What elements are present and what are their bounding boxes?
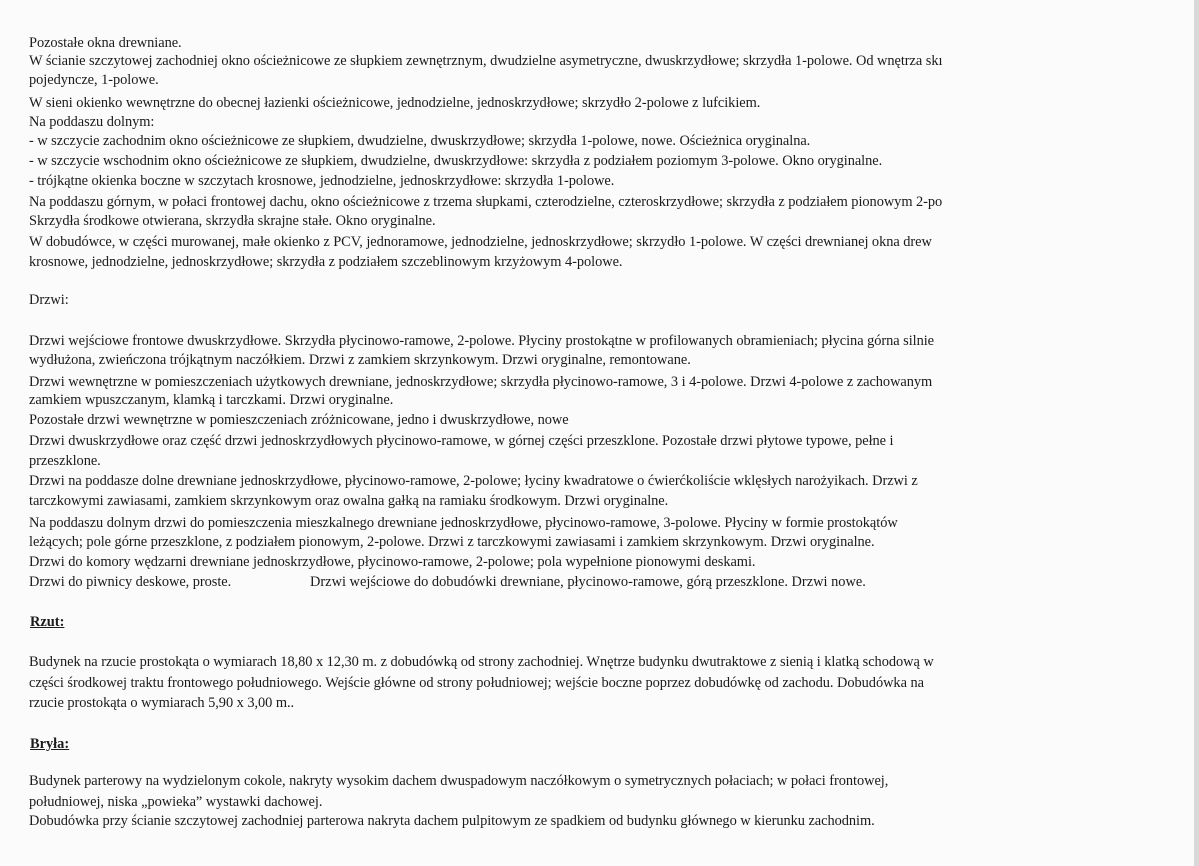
section-heading-rzut: Rzut: [30, 614, 65, 630]
text-line: Na poddaszu dolnym drzwi do pomieszczenia mieszkalnego drewniane jednoskrzydłowe, płycinowo-ramowe, 3-polowe. Płyciny w formie prostokątów [29, 515, 898, 531]
text-line: - trójkątne okienka boczne w szczytach krosnowe, jednodzielne, jednoskrzydłowe: skrzydła 1-polowe. [29, 173, 615, 189]
text-line: Budynek parterowy na wydzielonym cokole, nakryty wysokim dachem dwuspadowym naczółkowym o symetrycznych połaciach; w połaci frontowej, [29, 773, 889, 789]
text-line: Skrzydła środkowe otwierana, skrzydła skrajne stałe. Okno oryginalne. [29, 213, 436, 229]
text-line: W ścianie szczytowej zachodniej okno ościeżnicowe ze słupkiem zewnętrznym, dwudzielne asymetryczne, dwuskrzydłowe; skrzydła 1-polowe. Od wnętrza skı [29, 53, 943, 69]
text-line: tarczkowymi zawiasami, zamkiem skrzynkowym oraz owalna gałką na ramiaku środkowym. Drzwi oryginalne. [29, 493, 669, 509]
text-line: Pozostałe drzwi wewnętrzne w pomieszczeniach zróżnicowane, jedno i dwuskrzydłowe, nowe [29, 412, 569, 428]
text-line: W sieni okienko wewnętrzne do obecnej łazienki ościeżnicowe, jednodzielne, jednoskrzydłowe; skrzydło 2-polowe z lufcikiem. [29, 95, 761, 111]
text-line: zamkiem wpuszczanym, klamką i tarczkami. Drzwi oryginalne. [29, 392, 394, 408]
text-line: Drzwi na poddasze dolne drewniane jednoskrzydłowe, płycinowo-ramowe, 2-polowe; łyciny kwadratowe o ćwierćkoliście wklęsłych narożyikach. Drzwi z [29, 473, 918, 489]
text-line: wydłużona, zwieńczona trójkątnym naczółkiem. Drzwi z zamkiem skrzynkowym. Drzwi oryginalne, remontowane. [29, 352, 691, 368]
text-line: Drzwi wejściowe do dobudówki drewniane, płycinowo-ramowe, górą przeszklone. Drzwi nowe. [310, 574, 866, 590]
text-line: Na poddaszu dolnym: [29, 114, 155, 130]
text-line: Budynek na rzucie prostokąta o wymiarach 18,80 x 12,30 m. z dobudówką od strony zachodniej. Wnętrze budynku dwutraktowe z sienią i klatką schodową w [29, 654, 934, 670]
scan-edge [1194, 0, 1199, 866]
text-line: części środkowej traktu frontowego południowego. Wejście główne od strony południowej; wejście boczne poprzez dobudówkę od zachodu. Dobudówka na [29, 675, 924, 691]
text-line: Drzwi wejściowe frontowe dwuskrzydłowe. Skrzydła płycinowo-ramowe, 2-polowe. Płyciny prostokątne w profilowanych obramieniach; płycina górna silnie [29, 333, 935, 349]
text-line: Dobudówka przy ścianie szczytowej zachodniej parterowa nakryta dachem pulpitowym ze spadkiem od budynku głównego w kierunku zachodnim. [29, 813, 875, 829]
section-label-doors: Drzwi: [29, 292, 69, 308]
section-heading-bryla: Bryła: [30, 736, 70, 752]
text-line: leżących; pole górne przeszklone, z podziałem pionowym, 2-polowe. Drzwi z tarczkowymi zawiasami i zamkiem skrzynkowym. Drzwi oryginalne. [29, 534, 875, 550]
text-line: Na poddaszu górnym, w połaci frontowej dachu, okno ościeżnicowe z trzema słupkami, czterodzielne, czteroskrzydłowe; skrzydła z podziałem pionowym 2-po [29, 194, 943, 210]
text-line: rzucie prostokąta o wymiarach 5,90 x 3,00 m.. [29, 695, 295, 711]
text-line: Drzwi dwuskrzydłowe oraz część drzwi jednoskrzydłowych płycinowo-ramowe, w górnej części przeszklone. Pozostałe drzwi płytowe typowe, pełne i [29, 433, 894, 449]
text-line: Pozostałe okna drewniane. [29, 35, 182, 51]
text-line: Drzwi wewnętrzne w pomieszczeniach użytkowych drewniane, jednoskrzydłowe; skrzydła płycinowo-ramowe, 3 i 4-polowe. Drzwi 4-polowe z zachowanym [29, 374, 933, 390]
text-line: - w szczycie wschodnim okno ościeżnicowe ze słupkiem, dwudzielne, dwuskrzydłowe: skrzydła z podziałem poziomym 3-polowe. Okno oryginalne. [29, 153, 883, 169]
text-line: W dobudówce, w części murowanej, małe okienko z PCV, jednoramowe, jednodzielne, jednoskrzydłowe; skrzydło 1-polowe. W części drewnianej okna drew [29, 234, 932, 250]
text-line: południowej, niska „powieka” wystawki dachowej. [29, 794, 323, 810]
text-line: przeszklone. [29, 453, 101, 469]
text-line: krosnowe, jednodzielne, jednoskrzydłowe; skrzydła z podziałem szczeblinowym krzyżowym 4-polowe. [29, 254, 623, 270]
text-line: - w szczycie zachodnim okno ościeżnicowe ze słupkiem, dwudzielne, dwuskrzydłowe; skrzydła 1-polowe, nowe. Ościeżnica oryginalna. [29, 133, 811, 149]
text-line: pojedyncze, 1-polowe. [29, 72, 159, 88]
text-line: Drzwi do komory wędzarni drewniane jednoskrzydłowe, płycinowo-ramowe, 2-polowe; pola wypełnione pionowymi deskami. [29, 554, 756, 570]
text-line: Drzwi do piwnicy deskowe, proste. [29, 574, 232, 590]
